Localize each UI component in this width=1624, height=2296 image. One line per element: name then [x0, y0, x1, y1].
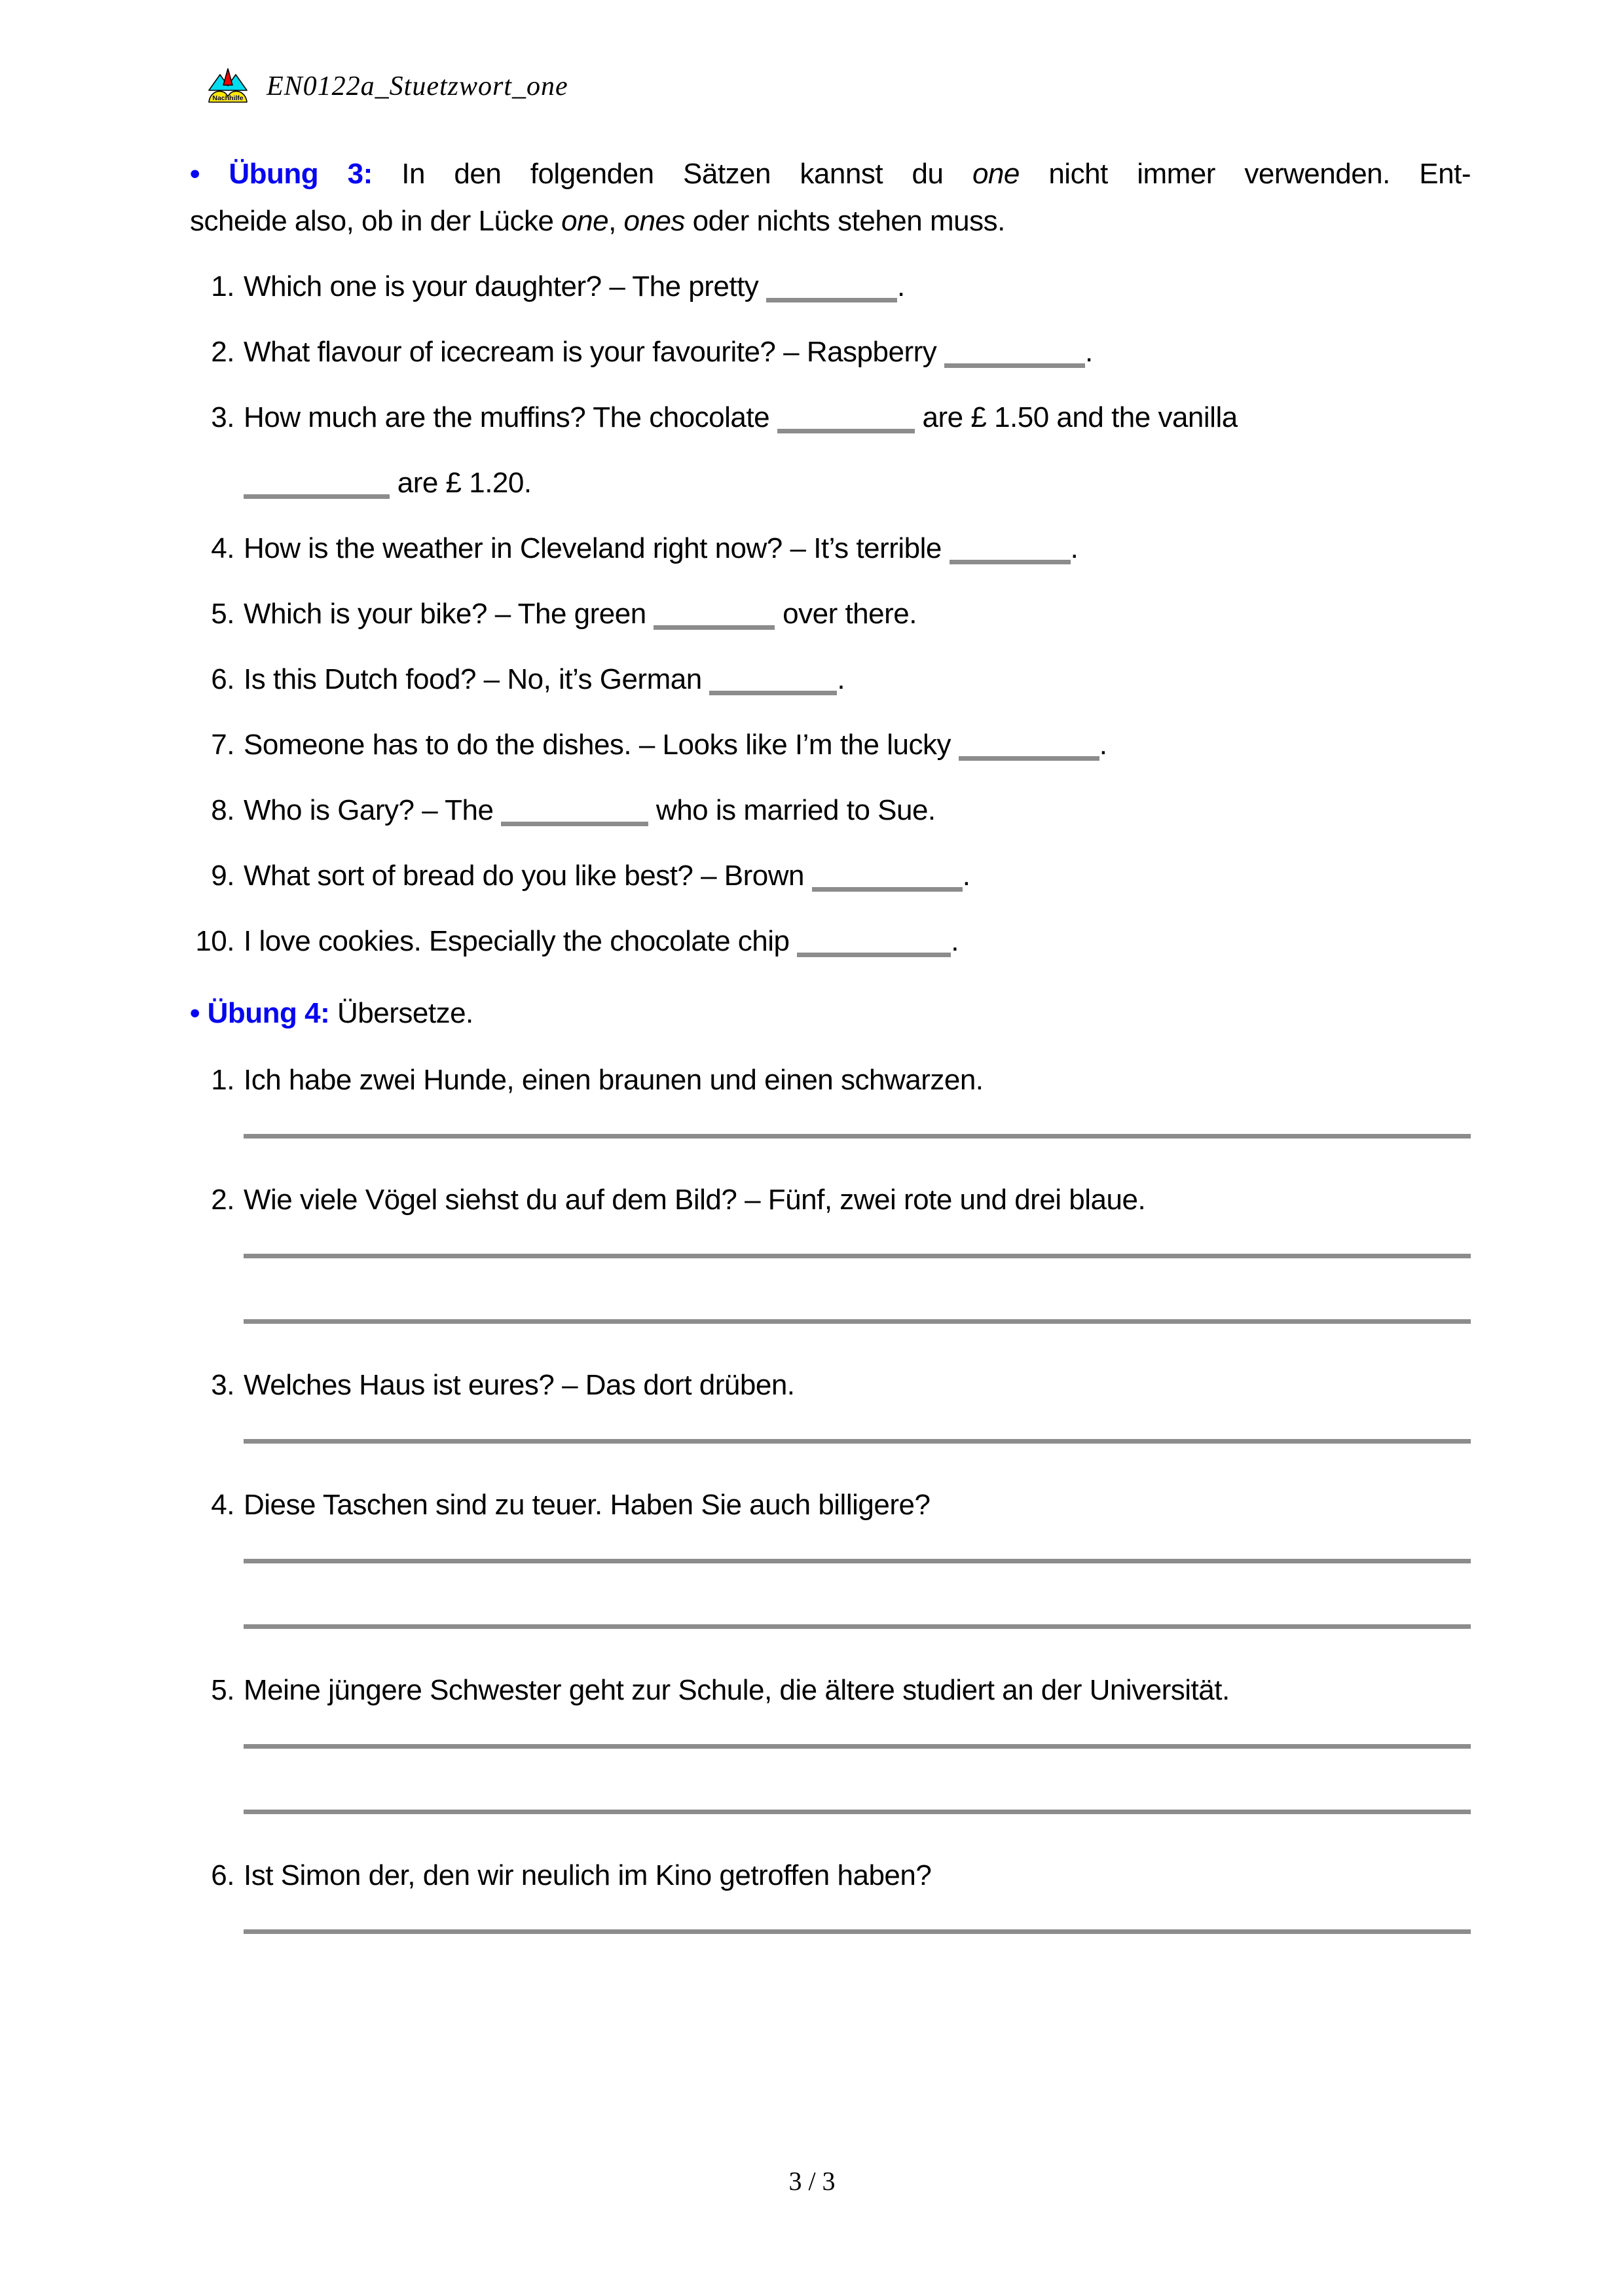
- sentence-line: [244, 525, 1471, 572]
- uebung4-heading: [190, 990, 1471, 1037]
- item-content: [244, 1852, 1471, 1934]
- uebung4-item: [190, 1176, 1471, 1324]
- item-number: 5.: [211, 598, 234, 630]
- answer-blank: [244, 494, 390, 499]
- answer-blank: [959, 756, 1099, 761]
- uebung3-heading-line2: [190, 198, 1471, 245]
- uebung4-item: [190, 1852, 1471, 1934]
- sentence-line: [244, 787, 1471, 834]
- sentence-line: [244, 918, 1471, 965]
- answer-line: [244, 1134, 1471, 1139]
- text-run: .: [1099, 729, 1107, 761]
- sentence-line: [244, 656, 1471, 703]
- uebung3-item: [190, 852, 1471, 900]
- uebung3-item: [190, 787, 1471, 834]
- answer-blank: [944, 363, 1085, 368]
- text-run: Who is Gary? – The: [244, 794, 502, 826]
- text-run: oder nichts stehen muss.: [684, 205, 1005, 237]
- sentence-line: [244, 329, 1471, 376]
- nachhilfe-logo: [208, 68, 248, 103]
- text-run: .: [837, 663, 845, 695]
- item-number: 5.: [211, 1674, 234, 1706]
- uebung4-item: [190, 1362, 1471, 1444]
- item-content: [244, 918, 1471, 965]
- item-number: 7.: [211, 729, 234, 761]
- sentence-line: [244, 721, 1471, 769]
- sentence-line: [244, 263, 1471, 310]
- text-run: .: [897, 270, 905, 302]
- uebung4-item: [190, 1057, 1471, 1139]
- item-number: 4.: [211, 532, 234, 564]
- text-run: I love cookies. Especially the chocolate chip: [244, 925, 798, 957]
- answer-blank: [797, 953, 951, 957]
- answer-blank: [777, 429, 915, 433]
- answer-blank: [950, 560, 1071, 564]
- italic-term: ones: [623, 205, 685, 237]
- item-number: 3.: [211, 401, 234, 433]
- uebung3-item: [190, 591, 1471, 638]
- item-number: 1.: [211, 1064, 234, 1096]
- answer-line: [244, 1319, 1471, 1324]
- text-run: Someone has to do the dishes. – Looks like I’m the lucky: [244, 729, 959, 761]
- item-content: [244, 1362, 1471, 1444]
- text-run: How much are the muffins? The chocolate: [244, 401, 777, 433]
- answer-line: [244, 1744, 1471, 1749]
- text-run: Which one is your daughter? – The pretty: [244, 270, 767, 302]
- document-title: EN0122a_Stuetzwort_one: [267, 71, 568, 101]
- uebung4-item-list: [190, 1057, 1471, 1934]
- answer-line: [244, 1559, 1471, 1563]
- logo-text: Nachhilfe: [212, 94, 244, 102]
- item-content: [244, 721, 1471, 769]
- page-number: 3 / 3: [788, 2166, 836, 2196]
- text-run: ,: [608, 205, 624, 237]
- text-run: .: [951, 925, 959, 957]
- item-content: [244, 1057, 1471, 1139]
- text-run: How is the weather in Cleveland right now? – It’s terrible: [244, 532, 950, 564]
- sentence-line: [244, 460, 1471, 507]
- text-run: over there.: [775, 598, 917, 630]
- sentence-line: [244, 394, 1471, 441]
- italic-term: one: [561, 205, 609, 237]
- text-run: .: [1070, 532, 1079, 564]
- sentence-text: Welches Haus ist eures? – Das dort drüben.: [244, 1369, 795, 1401]
- sentence-text: Meine jüngere Schwester geht zur Schule, die ältere studiert an der Universität.: [244, 1674, 1230, 1706]
- item-number: 2.: [211, 336, 234, 368]
- item-number: 9.: [211, 860, 234, 892]
- item-content: [244, 329, 1471, 376]
- answer-line: [244, 1254, 1471, 1258]
- page-header: [208, 68, 568, 103]
- answer-blank: [766, 298, 897, 302]
- answer-blank: [709, 691, 837, 695]
- sentence-text: Ich habe zwei Hunde, einen braunen und einen schwarzen.: [244, 1064, 984, 1096]
- answer-line: [244, 1929, 1471, 1934]
- text-run: Is this Dutch food? – No, it’s German: [244, 663, 710, 695]
- text-run: What sort of bread do you like best? – Brown: [244, 860, 812, 892]
- item-content: [244, 1667, 1471, 1814]
- item-number: 1.: [211, 270, 234, 302]
- text-run: In den folgenden Sätzen kannst du: [401, 158, 972, 190]
- uebung3-heading-line1: [190, 151, 1471, 198]
- item-content: [244, 787, 1471, 834]
- bullet-icon: •: [190, 158, 200, 190]
- text-run: What flavour of icecream is your favourite? – Raspberry: [244, 336, 945, 368]
- item-content: [244, 394, 1471, 507]
- item-content: [244, 525, 1471, 572]
- uebung3-item-list: [190, 263, 1471, 965]
- uebung4-item: [190, 1482, 1471, 1629]
- sentence-line: [244, 852, 1471, 900]
- text-run: nicht immer verwenden. Ent-: [1019, 158, 1471, 190]
- answer-line: [244, 1810, 1471, 1814]
- answer-blank: [501, 822, 648, 826]
- uebung3-intro-line1: [401, 158, 1471, 190]
- sentence-line: [244, 591, 1471, 638]
- item-number: 10.: [195, 925, 234, 957]
- uebung3-item: [190, 394, 1471, 507]
- item-content: [244, 591, 1471, 638]
- bullet-icon: •: [190, 997, 200, 1029]
- uebung3-section: [190, 151, 1471, 965]
- item-content: [244, 852, 1471, 900]
- uebung3-item: [190, 525, 1471, 572]
- item-number: 6.: [211, 1859, 234, 1891]
- uebung4-instruction: Übersetze.: [337, 997, 473, 1029]
- uebung3-item: [190, 263, 1471, 310]
- uebung4-label: Übung 4:: [207, 997, 330, 1029]
- text-run: .: [1085, 336, 1093, 368]
- item-number: 4.: [211, 1489, 234, 1521]
- answer-line: [244, 1439, 1471, 1444]
- uebung3-item: [190, 329, 1471, 376]
- item-content: [244, 1176, 1471, 1324]
- item-number: 8.: [211, 794, 234, 826]
- text-run: are £ 1.20.: [390, 467, 532, 499]
- text-run: who is married to Sue.: [648, 794, 936, 826]
- uebung4-item: [190, 1667, 1471, 1814]
- worksheet-body: [190, 151, 1471, 1934]
- sentence-text: Wie viele Vögel siehst du auf dem Bild? – Fünf, zwei rote und drei blaue.: [244, 1184, 1146, 1216]
- sentence-text: Ist Simon der, den wir neulich im Kino getroffen haben?: [244, 1859, 932, 1891]
- text-run: Which is your bike? – The green: [244, 598, 654, 630]
- text-run: scheide also, ob in der Lücke: [190, 205, 562, 237]
- uebung3-intro-line2: [190, 205, 1005, 237]
- uebung4-section: [190, 990, 1471, 1934]
- uebung3-item: [190, 721, 1471, 769]
- item-content: [244, 263, 1471, 310]
- logo-flame: [223, 69, 232, 85]
- item-content: [244, 656, 1471, 703]
- answer-blank: [654, 625, 775, 630]
- item-number: 2.: [211, 1184, 234, 1216]
- uebung3-label: Übung 3:: [229, 158, 373, 190]
- italic-term: one: [972, 158, 1020, 190]
- page-footer: [0, 2166, 1624, 2197]
- item-number: 6.: [211, 663, 234, 695]
- uebung3-item: [190, 918, 1471, 965]
- text-run: .: [962, 860, 970, 892]
- item-content: [244, 1482, 1471, 1629]
- sentence-text: Diese Taschen sind zu teuer. Haben Sie auch billigere?: [244, 1489, 931, 1521]
- text-run: are £ 1.50 and the vanilla: [914, 401, 1238, 433]
- answer-line: [244, 1624, 1471, 1629]
- uebung3-item: [190, 656, 1471, 703]
- answer-blank: [812, 887, 963, 892]
- item-number: 3.: [211, 1369, 234, 1401]
